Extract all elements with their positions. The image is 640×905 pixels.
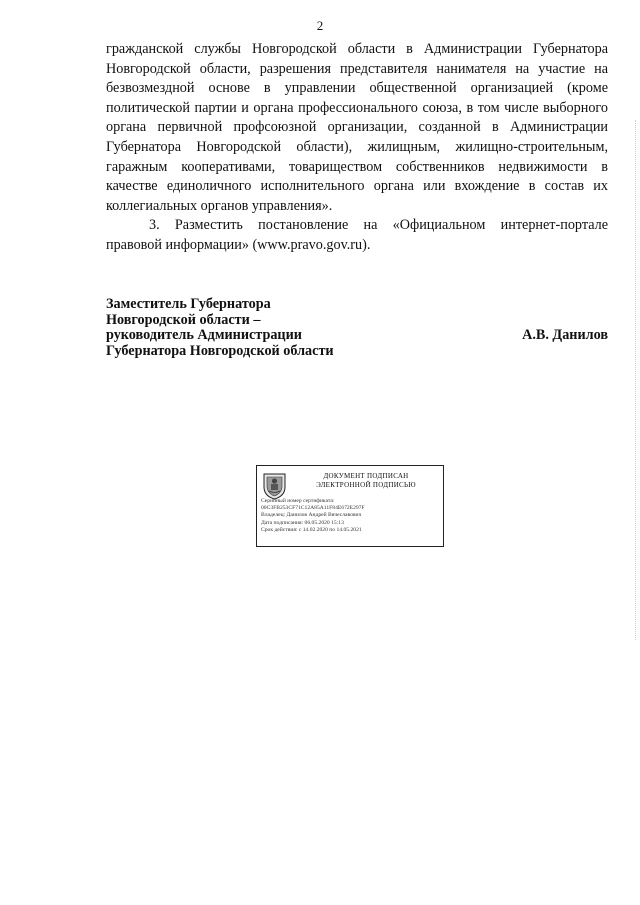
signing-date: Дата подписания: 06.05.2020 15:13 <box>261 519 344 526</box>
electronic-signature-stamp <box>256 465 444 547</box>
stamp-header <box>291 472 441 490</box>
signer-position-line: Новгородской области – <box>106 311 261 328</box>
scan-edge-marks <box>635 120 638 640</box>
certificate-serial-value: 00C3FB253CF71C12A85A11F84E672E297F <box>261 505 365 512</box>
certificate-owner: Владелец: Данилов Андрей Вячеславович <box>261 512 362 519</box>
signer-position-line: Губернатора Новгородской области <box>106 342 334 359</box>
signer-name: А.В. Данилов <box>522 327 608 343</box>
document-body <box>106 40 608 256</box>
stamp-header-line: ДОКУМЕНТ ПОДПИСАН <box>323 472 409 480</box>
certificate-serial-label: Серийный номер сертификата: <box>261 498 335 504</box>
page-number: 2 <box>316 18 324 33</box>
stamp-details <box>261 498 443 534</box>
signer-position-line: руководитель Администрации <box>106 327 302 343</box>
signature-block <box>106 297 608 359</box>
coat-of-arms-icon <box>262 472 287 500</box>
stamp-header-line: ЭЛЕКТРОННОЙ ПОДПИСЬЮ <box>316 481 416 489</box>
signer-position-line: Заместитель Губернатора <box>106 296 271 312</box>
paragraph-continuation: гражданской службы Новгородской области в Администрации Губернатора Новгородской области, разрешения представителя нанимателя на участие на безвозмездной основе в управлении общественной организацией (кроме политической партии и органа профессионального союза, в том числе выборного органа первичной профсоюзной организации, созданной в Администрации Губернатора Новгородской области), жилищным, жилищно-строительным, гаражным кооперативами, товариществом собственников недвижимости в качестве единоличного исполнительного органа или вхождение в состав их коллегиальных органов управления». <box>106 41 608 214</box>
paragraph-3: 3. Разместить постановление на «Официальном интернет-портале правовой информации» (www.pravo.gov.ru). <box>106 217 608 253</box>
certificate-validity: Срок действия: с 14.02.2020 по 14.05.2021 <box>261 526 362 533</box>
